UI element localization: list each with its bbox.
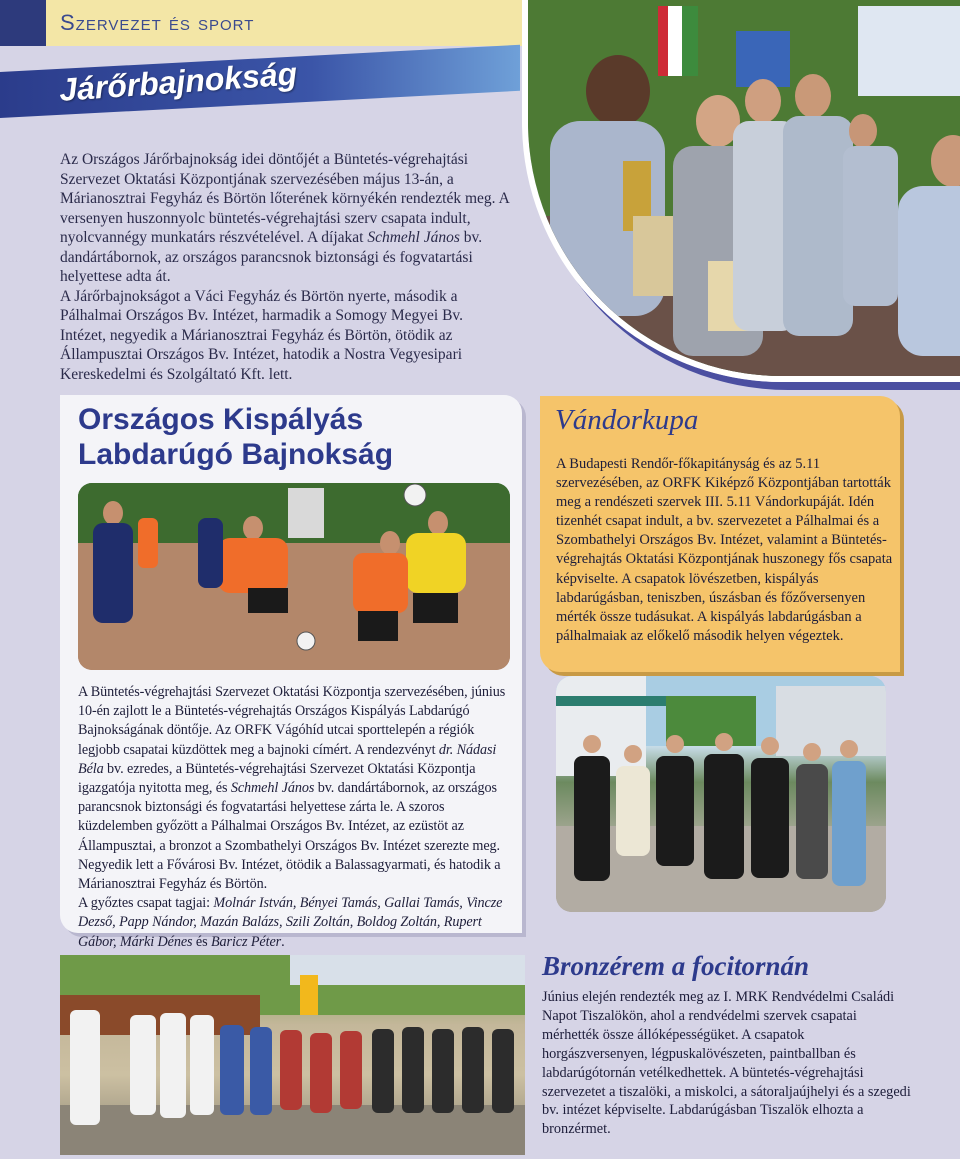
football-team-paragraph bbox=[78, 894, 518, 952]
football-match-photo bbox=[78, 483, 510, 670]
football-text-3: bv. dandártábornok, az országos parancsnok biztonsági és fogvatartási helyettese zárta le. A szoros küzdelemben győzött a Pálhalmai Országos Bv. Intézet, az ezüstöt az Állampusztai, a bronzot a Szombathelyi Országos Bv. Intézet szerezte meg. Negyedik lett a Fővárosi Bv. Intézet, ötödik a Balassagyarmati, és hatodik a Márianosztrai Fegyház és Börtön. bbox=[78, 780, 501, 893]
football-person-name-1: dr. Nádasi Béla bbox=[78, 741, 497, 777]
team-and: és bbox=[192, 933, 211, 950]
intro-person-name: Schmehl János bbox=[367, 229, 460, 246]
section-header bbox=[0, 0, 525, 46]
section-label: Szervezet és sport bbox=[60, 10, 255, 35]
vandorkupa-text: A Budapesti Rendőr-főkapitányság és az 5.11 szervezésében, az ORFK Kiképző Központjában tartották meg a rendészeti szervek III. 5.11 Vándorkupáját. Idén tizenhét csapat indult, a bv. szervezetet a Pálhalmai és a Szombathelyi Országos Bv. Intézet, valamint a Büntetés-végrehajtás Oktatási Központjának huszonegy fős csapata képviselte. A csapatok lövészetben, kispályás labdarúgásban, teniszben, úszásban és főzőversenyen mérték össze tudásukat. A kispályás labdarúgásban a pálhalmaiak az előkelő második helyen végeztek. bbox=[556, 456, 893, 644]
team-last-name: Baricz Péter bbox=[210, 933, 282, 950]
team-end: . bbox=[281, 933, 285, 950]
tournament-ceremony-photo bbox=[60, 955, 525, 1155]
football-article-title: Országos Kispályás Labdarúgó Bajnokság bbox=[78, 403, 394, 471]
bronze-article-title: Bronzérem a focitornán bbox=[542, 951, 810, 981]
football-text-2: bv. ezredes, a Büntetés-végrehajtási Szervezet Oktatási Központja igazgatója nyitotta meg, és bbox=[78, 760, 476, 797]
team-group-photo bbox=[556, 676, 886, 912]
team-names: Molnár István, Bényei Tamás, Gallai Tamás, Vincze Dezső, Papp Nándor, Mazán Balázs, Szili Zoltán, Boldog Zoltán, Rupert Gábor, Márki Dénes bbox=[78, 895, 503, 950]
football-person-name-2: Schmehl János bbox=[230, 780, 315, 797]
page-title: Járőrbajnokság bbox=[58, 55, 299, 108]
football-text-1: A Büntetés-végrehajtási Szervezet Oktatási Központja szervezésében, június 10-én zajlott le a Büntetés-végrehajtás Országos Kispályás Labdarúgó Bajnokságának döntője. Az ORFK Vágóhíd utcai sporttelepén a régiók legjobb csapatai küzdöttek meg a bajnoki címért. A rendezvényt bbox=[78, 684, 506, 758]
intro-text-b: bv. dandártábornok, az országos parancsnok biztonsági és fogvatartási helyettese adta át. bbox=[60, 229, 483, 285]
header-accent-block bbox=[0, 0, 46, 46]
football-article-text bbox=[78, 683, 518, 952]
intro-paragraph-1 bbox=[60, 150, 512, 287]
intro-paragraph-2: A Járőrbajnokságot a Váci Fegyház és Börtön nyerte, második a Pálhalmai Országos Bv. Intézet, harmadik a Somogy Megyei Bv. Intézet, negyedik a Márianosztrai Fegyház és Börtön, ötödik az Állampusztai Országos Bv. Intézet, hatodik a Nostra Vegyesipari Kereskedelmi és Szolgáltató Kft. lett. bbox=[60, 287, 464, 383]
team-label: A győztes csapat tagjai: bbox=[78, 895, 214, 912]
intro-article bbox=[60, 150, 512, 384]
award-ceremony-photo bbox=[522, 0, 960, 382]
bronze-article-text: Június elején rendezték meg az I. MRK Rendvédelmi Családi Napot Tiszalökön, ahol a rendvédelmi szervek csapatai mérhették össze állóképességüket. A csapatok horgászversenyen, légpuskalövészeten, paintballban és labdarúgótornán vetélkedhettek. A büntetés-végrehajtási szervezetet a tiszalöki, a miskolci, a sátoraljaújhelyi és a szegedi bv. intézet képviselte. Labdarúgásban Tiszalök elhozta a bronzérmet. bbox=[542, 989, 911, 1138]
vandorkupa-title: Vándorkupa bbox=[555, 404, 699, 436]
football-paragraph bbox=[78, 683, 518, 894]
intro-text-a: Az Országos Járőrbajnokság idei döntőjét a Büntetés-végrehajtási Szervezet Oktatási Központjának szervezésében május 13-án, a Márianosztrai Fegyház és Börtön lőterének környékén rendezték meg. A versenyen huszonnyolc büntetés-végrehajtási szerv csapata indult, nyolcvannégy munkatárs részvételével. A díjakat bbox=[60, 151, 509, 246]
